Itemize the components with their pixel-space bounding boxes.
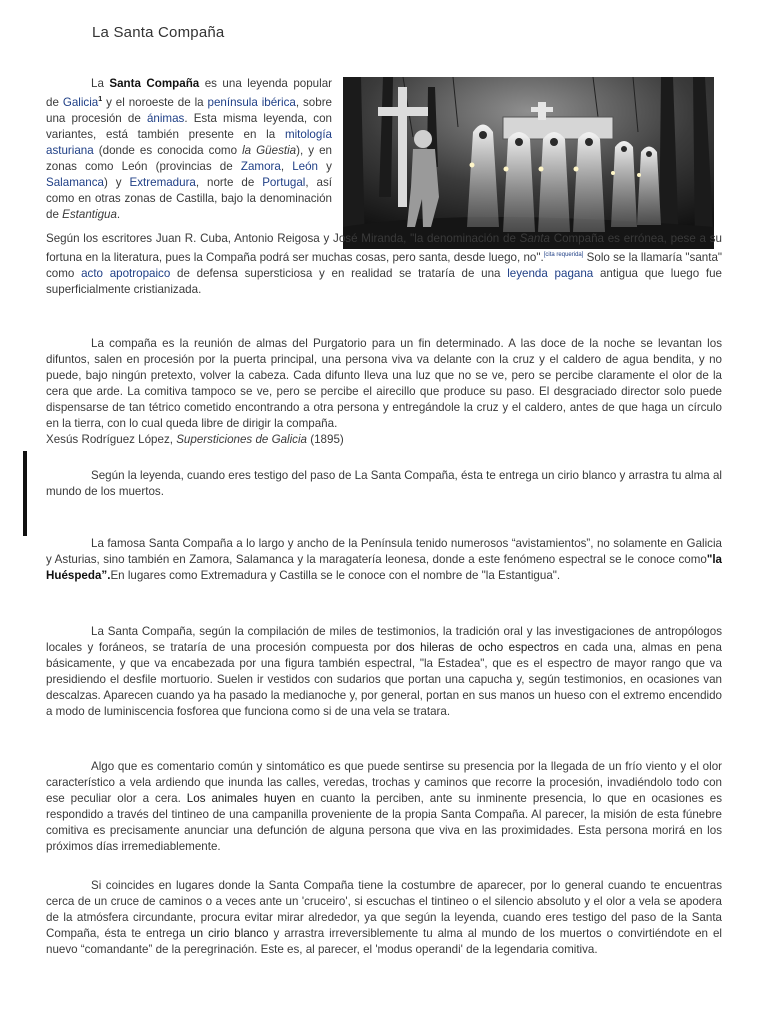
salamanca-link[interactable]: Salamanca (46, 175, 105, 189)
margin-bar (23, 451, 27, 536)
second-paragraph: Según los escritores Juan R. Cuba, Antonio Reigosa y José Miranda, "la denominación de Santa Compaña es errónea, pese a su fortuna en la literatura, pues la Compaña podrá ser muchas cosas, pero santa, desde luego, no".[cita requerida] Solo se la llamaría "santa" como acto apotropaico de defensa supersticiosa y en realidad se trataría de una leyenda pagana antigua que luego fue superficialmente cristianizada. (46, 232, 723, 296)
portugal-link[interactable]: Portugal (262, 175, 306, 189)
leon-link[interactable]: León (292, 159, 319, 173)
quote-paragraph: La compaña es la reunión de almas del Purgatorio para un fin determinado. A las doce de la noche se levantan los difuntos, salen en procesión por la puerta principal, una persona viva va delante con la cruz y el caldero de agua bendita, y no puede, bajo ningún pretexto, volver la cabeza. Cada difunto lleva una luz que no se ve, pero se percibe claramente el olor de la cera que arde. La comitiva tampoco se ve, pero se percibe el airecillo que produce su paso. El desgraciado director solo puede dispensarse de tan tétrico cometido encontrando a otra persona y entregándole la cruz y el caldero, antes de que haga un círculo en la tierra, con lo cual queda libre de dirigir la compaña. Xesús Rodríguez López, Supersticiones de Galicia (1895) (46, 337, 722, 446)
animas-link[interactable]: ánimas (146, 111, 185, 125)
presencia-paragraph: Algo que es comentario común y sintomático es que puede sentirse su presencia por la llegada de un frío viento y el olor característico a vela ardiendo que inunda las calles, veredas, trochas y caminos que recorre la procesión, invadiéndolo todo con ese peculiar olor a cera. Los animales huyen en cuanto la perciben, ante su inminente presencia, lo que en ocasiones es respondido a través del tintineo de una campanilla proveniente de la propia Santa Compaña. Al parecer, la misión de esta fúnebre comitiva es precisamente anunciar una defunción de alguna persona que viva en las proximidades. Esta persona morirá en los próximos días irremediablemente. (46, 760, 722, 853)
intro-paragraph: La Santa Compaña es una leyenda popular de Galicia$^1$ y el noroeste de la península ibérica, sobre una procesión de ánimas. Esta misma leyenda, con variantes, está también presente en la mitología asturiana (donde es conocida como la Güestia), y en zonas como León (provincias de Zamora, León y Salamanca) y Extremadura, norte de Portugal, así como en otras zonas de Castilla, bajo la denominación de Estantigua. (46, 77, 333, 221)
avistamientos-paragraph: La famosa Santa Compaña a lo largo y ancho de la Península tenido numerosos “avistamientos”, no solamente en Galicia y Asturias, sino también en Zamora, Salamanca y la maragatería leonesa, donde a este fenómeno espectral se le conoce como"la Huéspeda”.En lugares como Extremadura y Castilla se le conoce con el nombre de "la Estantigua". (46, 537, 722, 582)
procession-illustration (343, 77, 714, 249)
cruceiro-paragraph: Si coincides en lugares donde la Santa Compaña tiene la costumbre de aparecer, por lo general cuando te encuentras cerca de un cruce de caminos o a veces ante un 'cruceiro', si escuchas el tintineo o el silencio absoluto y el olor a vela se apodera de la atmósfera circundante, procura evitar mirar alrededor, ya que según la leyenda, cuando eres testigo del paso de la Santa Compaña, ésta te entrega un cirio blanco y arrastra irreversiblemente tu alma al mundo de los muertos o convirtiéndote en el nuevo “comandante” de la peregrinación. Este es, al parecer, el 'modus operandi' de la legendaria comitiva. (46, 879, 722, 956)
page-title: La Santa Compaña (92, 24, 225, 41)
legend-paragraph: Según la leyenda, cuando eres testigo del paso de La Santa Compaña, ésta te entrega un cirio blanco y arrastra tu alma al mundo de los muertos. (46, 469, 722, 498)
procession-of-ghosts-illustration (343, 77, 714, 249)
cita-requerida-note[interactable]: [cita requerida] (543, 252, 584, 258)
leyenda-pagana-link[interactable]: leyenda pagana (507, 266, 594, 280)
santa-compana-bold: Santa Compaña (109, 77, 200, 90)
galicia-link[interactable]: Galicia (62, 95, 99, 109)
peninsula-link[interactable]: península ibérica (207, 95, 296, 109)
zamora-link[interactable]: Zamora (240, 159, 281, 173)
mitologia-link[interactable]: mitología asturiana (46, 127, 332, 157)
extremadura-link[interactable]: Extremadura (129, 175, 196, 189)
testimonios-paragraph: La Santa Compaña, según la compilación de miles de testimonios, la tradición oral y las investigaciones de antropólogos locales y foráneos, se trataría de una procesión compuesta por dos hileras de ocho espectros en cada una, almas en pena básicamente, y que va encabezada por una figura también espectral, "la Estadea", que es el espectro de mayor rango que va presidiendo el desfile mortuorio. Suelen ir vestidos con sudarios que portan una capucha y, según testimonios, en ocasiones van descalzas. Aparecen cuando ya ha pasado la medianoche y, por general, portan en sus manos un hueso con el extremo encendido a modo de luminiscencia fosforea que funciona como si de una vela se tratara. (46, 625, 723, 718)
huespeda-bold: "la Huéspeda”. (46, 553, 722, 582)
acto-apotropaico-link[interactable]: acto apotropaico (81, 266, 171, 280)
